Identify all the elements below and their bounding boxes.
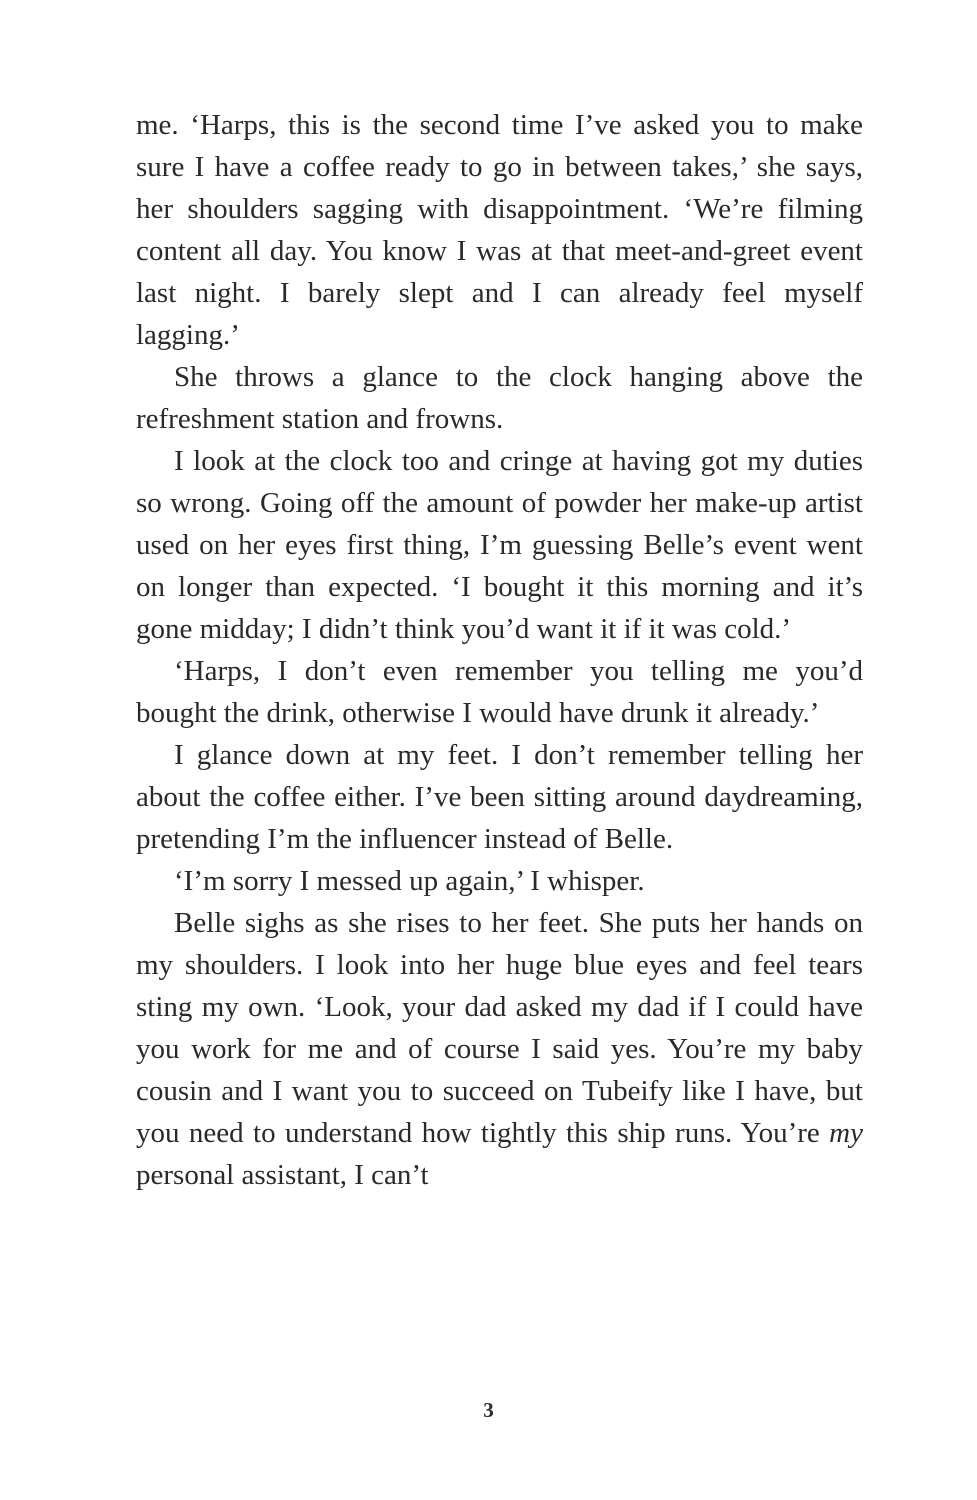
page-number: 3	[483, 1398, 494, 1422]
paragraph: ‘Harps, I don’t even remember you telling me you’d bought the drink, otherwise I would have drunk it already.’	[136, 655, 863, 729]
paragraph-text: personal assistant, I can’t	[136, 1159, 429, 1191]
body-text	[136, 104, 863, 1196]
paragraph: I glance down at my feet. I don’t remember telling her about the coffee either. I’ve been sitting around daydreaming, pretending I’m the influencer instead of Belle.	[136, 739, 863, 855]
paragraph: ‘I’m sorry I messed up again,’ I whisper.	[174, 865, 645, 897]
emphasized-word: my	[829, 1117, 863, 1149]
paragraph: I look at the clock too and cringe at having got my duties so wrong. Going off the amount of powder her make-up artist used on her eyes first thing, I’m guessing Belle’s event went on longer than expected. ‘I bought it this morning and it’s gone midday; I didn’t think you’d want it if it was cold.’	[136, 445, 863, 645]
paragraph	[136, 902, 863, 1196]
paragraph: She throws a glance to the clock hanging above the refreshment station and frowns.	[136, 361, 863, 435]
paragraph-text: Belle sighs as she rises to her feet. She puts her hands on my shoulders. I look into her huge blue eyes and feel tears sting my own. ‘Look, your dad asked my dad if I could have you work for me and of course I said yes. You’re my baby cousin and I want you to succeed on Tubeify like I have, but you need to understand how tightly this ship runs. You’re	[136, 907, 863, 1149]
paragraph: me. ‘Harps, this is the second time I’ve asked you to make sure I have a coffee ready to go in between takes,’ she says, her shoulders sagging with disappointment. ‘We’re filming content all day. You know I was at that meet-and-greet event last night. I barely slept and I can already feel myself lagging.’	[136, 109, 863, 351]
